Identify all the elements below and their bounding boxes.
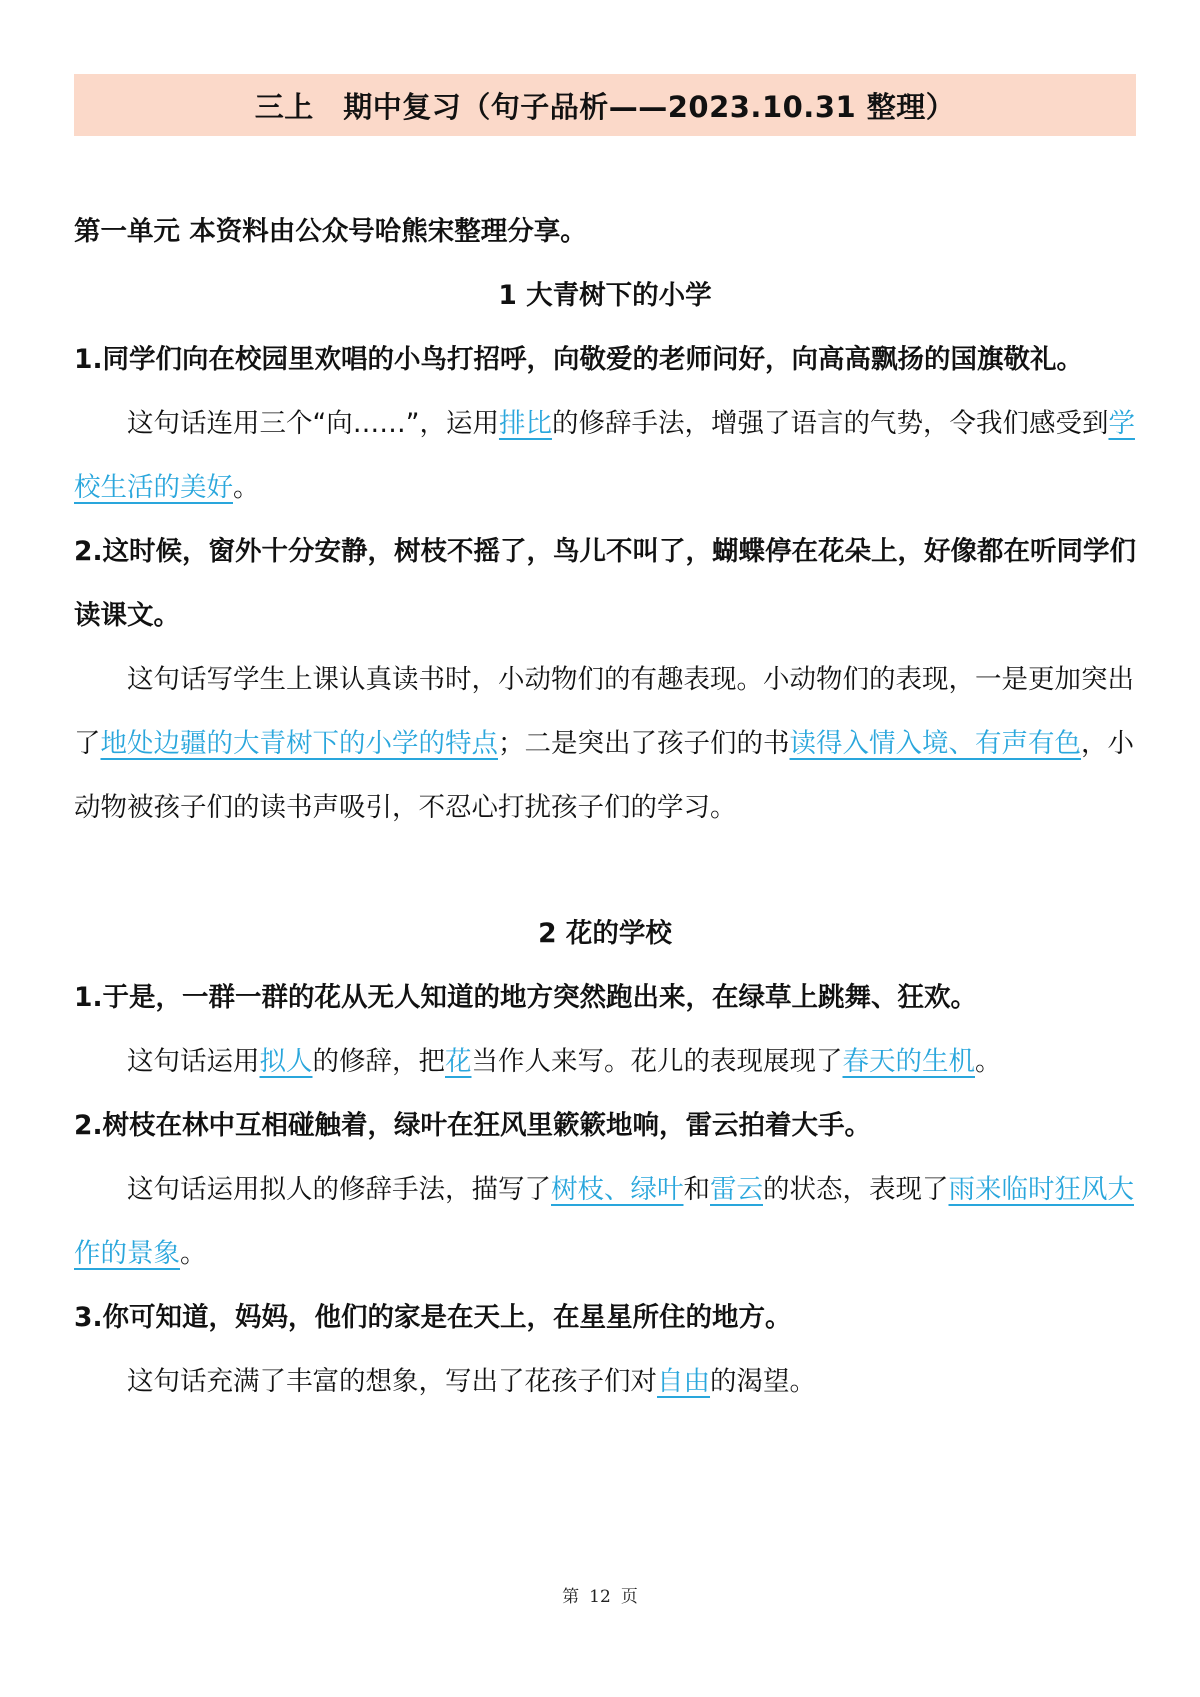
highlight-term: 排比 xyxy=(498,408,552,439)
analysis xyxy=(74,1030,1136,1094)
sentence: 3.你可知道，妈妈，他们的家是在天上，在星星所住的地方。 xyxy=(74,1302,792,1333)
highlight-term: 拟人 xyxy=(259,1046,313,1077)
analysis-text: 这句话连用三个“向……”，运用 xyxy=(127,408,499,439)
analysis-text: 这句话充满了丰富的想象，写出了花孩子们对 xyxy=(127,1366,657,1397)
highlight-term: 雷云 xyxy=(710,1174,763,1205)
analysis-text: 这句话运用拟人的修辞手法，描写了 xyxy=(127,1174,551,1205)
highlight-term: 地处边疆的大青树下的小学的特点 xyxy=(100,728,498,759)
analysis-text: 这句话写学生上课认真读书时，小动物们的有趣表现。小动物们的表现，一是更加突出了 xyxy=(74,664,1134,759)
page-footer xyxy=(0,1582,1200,1607)
lesson-title: 1 大青树下的小学 xyxy=(498,280,712,311)
highlight-term: 雨来临时狂风大作的景象 xyxy=(74,1174,1134,1269)
sentence: 2.这时候，窗外十分安静，树枝不摇了，鸟儿不叫了，蝴蝶停在花朵上，好像都在听同学们读课文。 xyxy=(74,536,1137,631)
analysis-text: 当作人来写。花儿的表现展现了 xyxy=(471,1046,843,1077)
section-spacer xyxy=(74,840,1136,902)
analysis-text: 。 xyxy=(975,1046,1002,1077)
highlight-term: 自由 xyxy=(657,1366,710,1397)
page-prefix: 第 xyxy=(562,1587,580,1607)
analysis-text: 和 xyxy=(683,1174,710,1205)
sentence: 1.同学们向在校园里欢唱的小鸟打招呼，向敬爱的老师问好，向高高飘扬的国旗敬礼。 xyxy=(74,344,1084,375)
analysis-text: 的状态，表现了 xyxy=(763,1174,949,1205)
analysis-text: 。 xyxy=(233,472,260,503)
analysis-text: 这句话运用 xyxy=(127,1046,260,1077)
highlight-term: 树枝、绿叶 xyxy=(551,1174,684,1205)
analysis xyxy=(74,1350,1136,1414)
title-banner: 三上 期中复习（句子品析——2023.10.31 整理） xyxy=(74,74,1136,136)
highlight-term: 春天的生机 xyxy=(842,1046,975,1077)
page-suffix: 页 xyxy=(620,1587,638,1607)
analysis-text: 的修辞手法，增强了语言的气势，令我们感受到 xyxy=(551,408,1109,439)
lesson-title: 2 花的学校 xyxy=(538,918,672,949)
sentence: 1.于是，一群一群的花从无人知道的地方突然跑出来，在绿草上跳舞、狂欢。 xyxy=(74,982,978,1013)
analysis xyxy=(74,392,1136,520)
analysis-text: 的渴望。 xyxy=(710,1366,816,1397)
highlight-term: 读得入情入境、有声有色 xyxy=(789,728,1081,759)
sentence: 2.树枝在林中互相碰触着，绿叶在狂风里簌簌地响，雷云拍着大手。 xyxy=(74,1110,872,1141)
unit-heading: 第一单元 本资料由公众号哈熊宋整理分享。 xyxy=(74,216,587,247)
analysis-text: ；二是突出了孩子们的书 xyxy=(498,728,790,759)
analysis-text: ，小动物被孩子们的读书声吸引，不忍心打扰孩子们的学习。 xyxy=(74,728,1134,823)
analysis xyxy=(74,1158,1136,1286)
analysis-text: 的修辞，把 xyxy=(312,1046,445,1077)
analysis xyxy=(74,648,1136,840)
highlight-term: 花 xyxy=(445,1046,472,1077)
page-number: 12 xyxy=(589,1587,611,1607)
highlight-term: 学校生活的美好 xyxy=(74,408,1135,503)
analysis-text: 。 xyxy=(180,1238,207,1269)
content-body xyxy=(74,200,1136,1414)
